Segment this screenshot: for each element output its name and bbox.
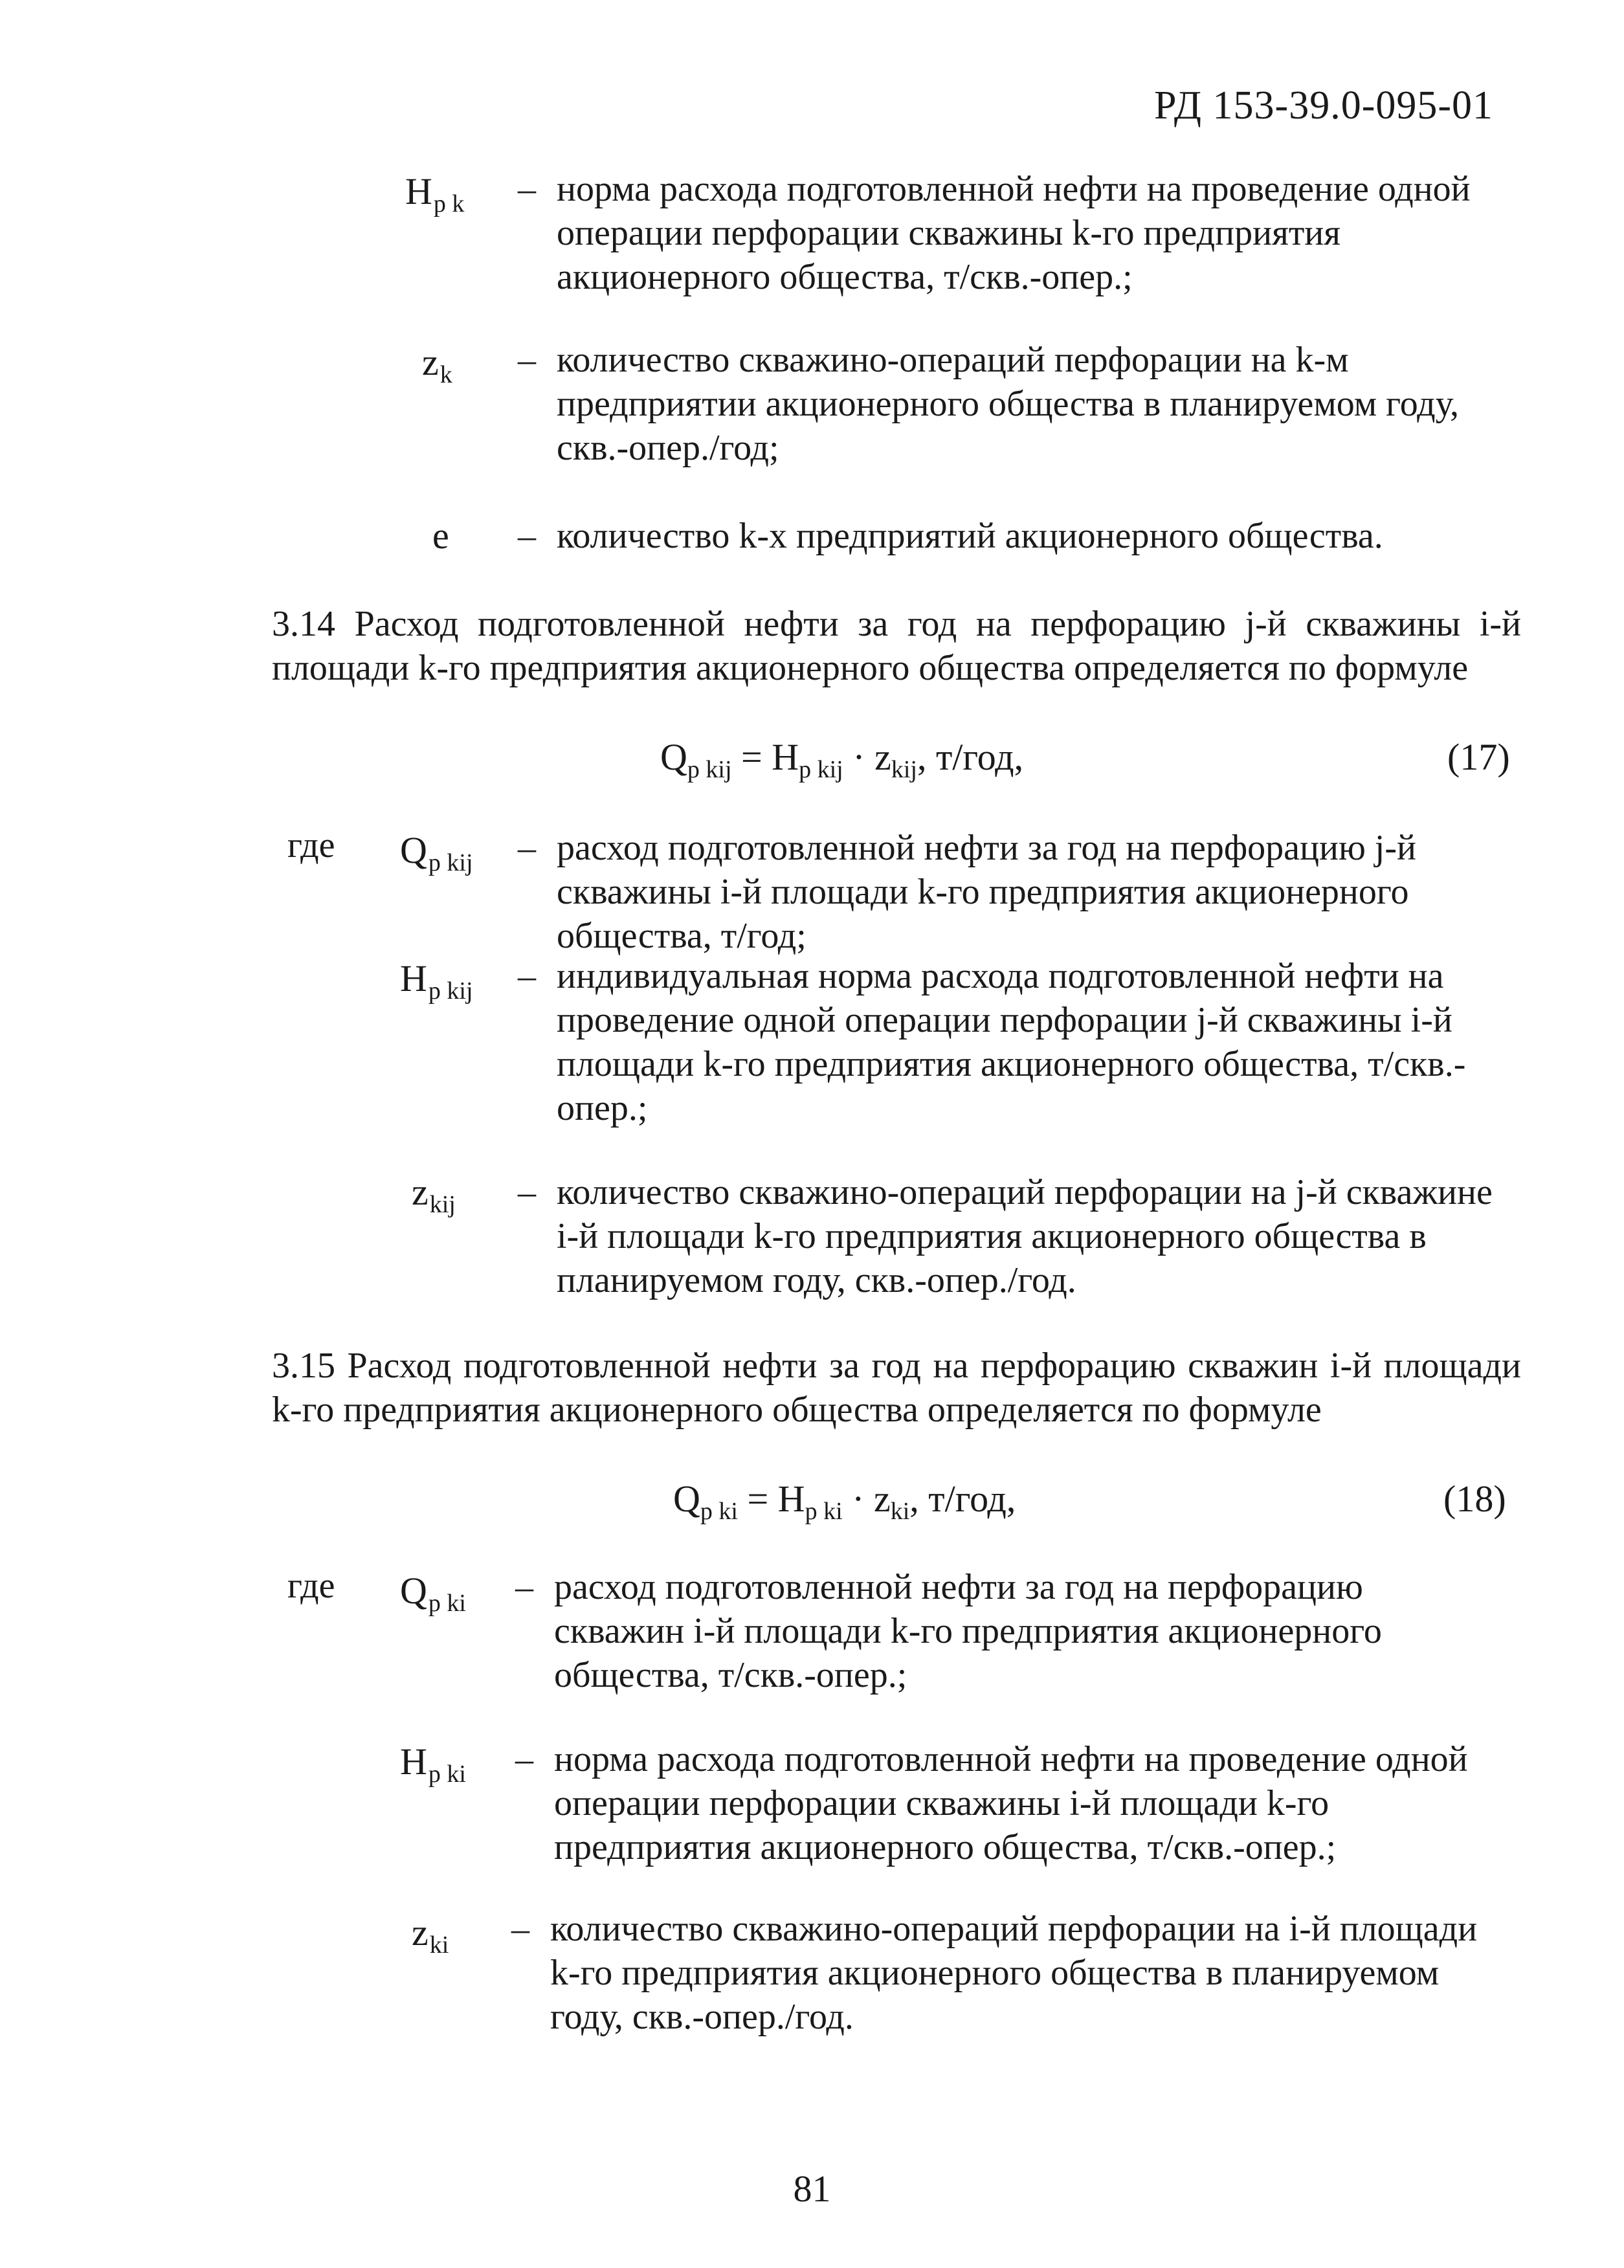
definition-q-pki: расход подготовленной нефти за год на перфорацию скважин i-й площади k-го предприятия акционерного общества, т/скв.-опер.;: [554, 1567, 1382, 1695]
definition-z-k: количество скважино-операций перфорации на k-м предприятии акционерного общества в планируемом году, скв.-опер./год;: [557, 340, 1459, 468]
definition-z-ki: количество скважино-операций перфорации на i-й площади k-го предприятия акционерного общества в планируемом году, скв.-опер./год.: [550, 1909, 1478, 2037]
dash: –: [511, 1909, 529, 1949]
symbol-h-pk: $H_{p k}$: [405, 170, 465, 217]
paragraph-3-14: 3.14 Расход подготовленной нефти за год на перфорацию j-й скважины i-й площади k-го предприятия акционерного общества определяется по формуле: [272, 604, 1521, 688]
dash: –: [515, 1567, 533, 1607]
page-number: 81: [793, 2168, 831, 2210]
definition-e: количество k-х предприятий акционерного общества.: [557, 516, 1383, 556]
definition-z-kij: количество скважино-операций перфорации на j-й скважине i-й площади k-го предприятия акционерного общества в планируемом году, скв.-опер./год.: [557, 1172, 1493, 1300]
definition-h-pkij: индивидуальная норма расхода подготовленной нефти на проведение одной операции перфорации j-й скважины i-й площади k-го предприятия акционерного общества, т/скв.-опер.;: [557, 956, 1466, 1128]
formula-17: $Q_{p kij} = H_{p kij} \cdot z_{kij}$, т/год,: [660, 736, 1024, 783]
dash: –: [518, 956, 536, 996]
symbol-h-pkij: $H_{p kij}$: [400, 957, 473, 1005]
symbol-z-ki: $z_{ki}$: [412, 1911, 449, 1959]
dash: –: [515, 1739, 533, 1779]
dash: –: [518, 1172, 536, 1212]
formula-18: $Q_{p ki} = H_{p ki} \cdot z_{ki}$, т/год,: [673, 1478, 1016, 1525]
dash: –: [518, 516, 536, 556]
paragraph-3-15: 3.15 Расход подготовленной нефти за год на перфорацию скважин i-й площади k-го предприятия акционерного общества определяется по формуле: [272, 1346, 1521, 1430]
symbol-q-pki: $Q_{p ki}$: [400, 1570, 466, 1617]
symbol-z-kij: $z_{kij}$: [412, 1171, 456, 1218]
definition-h-pki: норма расхода подготовленной нефти на проведение одной операции перфорации скважины i-й площади k-го предприятия акционерного общества, т/скв.-опер.;: [554, 1739, 1468, 1867]
equation-number-18: (18): [1443, 1478, 1506, 1520]
document-code: РД 153-39.0-095-01: [1153, 83, 1493, 128]
definition-h-pk: норма расхода подготовленной нефти на проведение одной операции перфорации скважины k-го предприятия акционерного общества, т/скв.-опер.;: [557, 169, 1471, 297]
where-label: где: [287, 825, 335, 865]
symbol-z-k: $z_k$: [422, 341, 452, 388]
definition-q-pkij: расход подготовленной нефти за год на перфорацию j-й скважины i-й площади k-го предприятия акционерного общества, т/год;: [557, 828, 1416, 956]
equation-number-17: (17): [1447, 736, 1510, 778]
symbol-h-pki: $H_{p ki}$: [400, 1740, 466, 1788]
where-label: где: [287, 1566, 335, 1606]
dash: –: [518, 169, 536, 209]
symbol-q-pkij: $Q_{p kij}$: [400, 829, 473, 876]
symbol-e: e: [432, 515, 449, 557]
dash: –: [518, 340, 536, 380]
dash: –: [518, 828, 536, 868]
